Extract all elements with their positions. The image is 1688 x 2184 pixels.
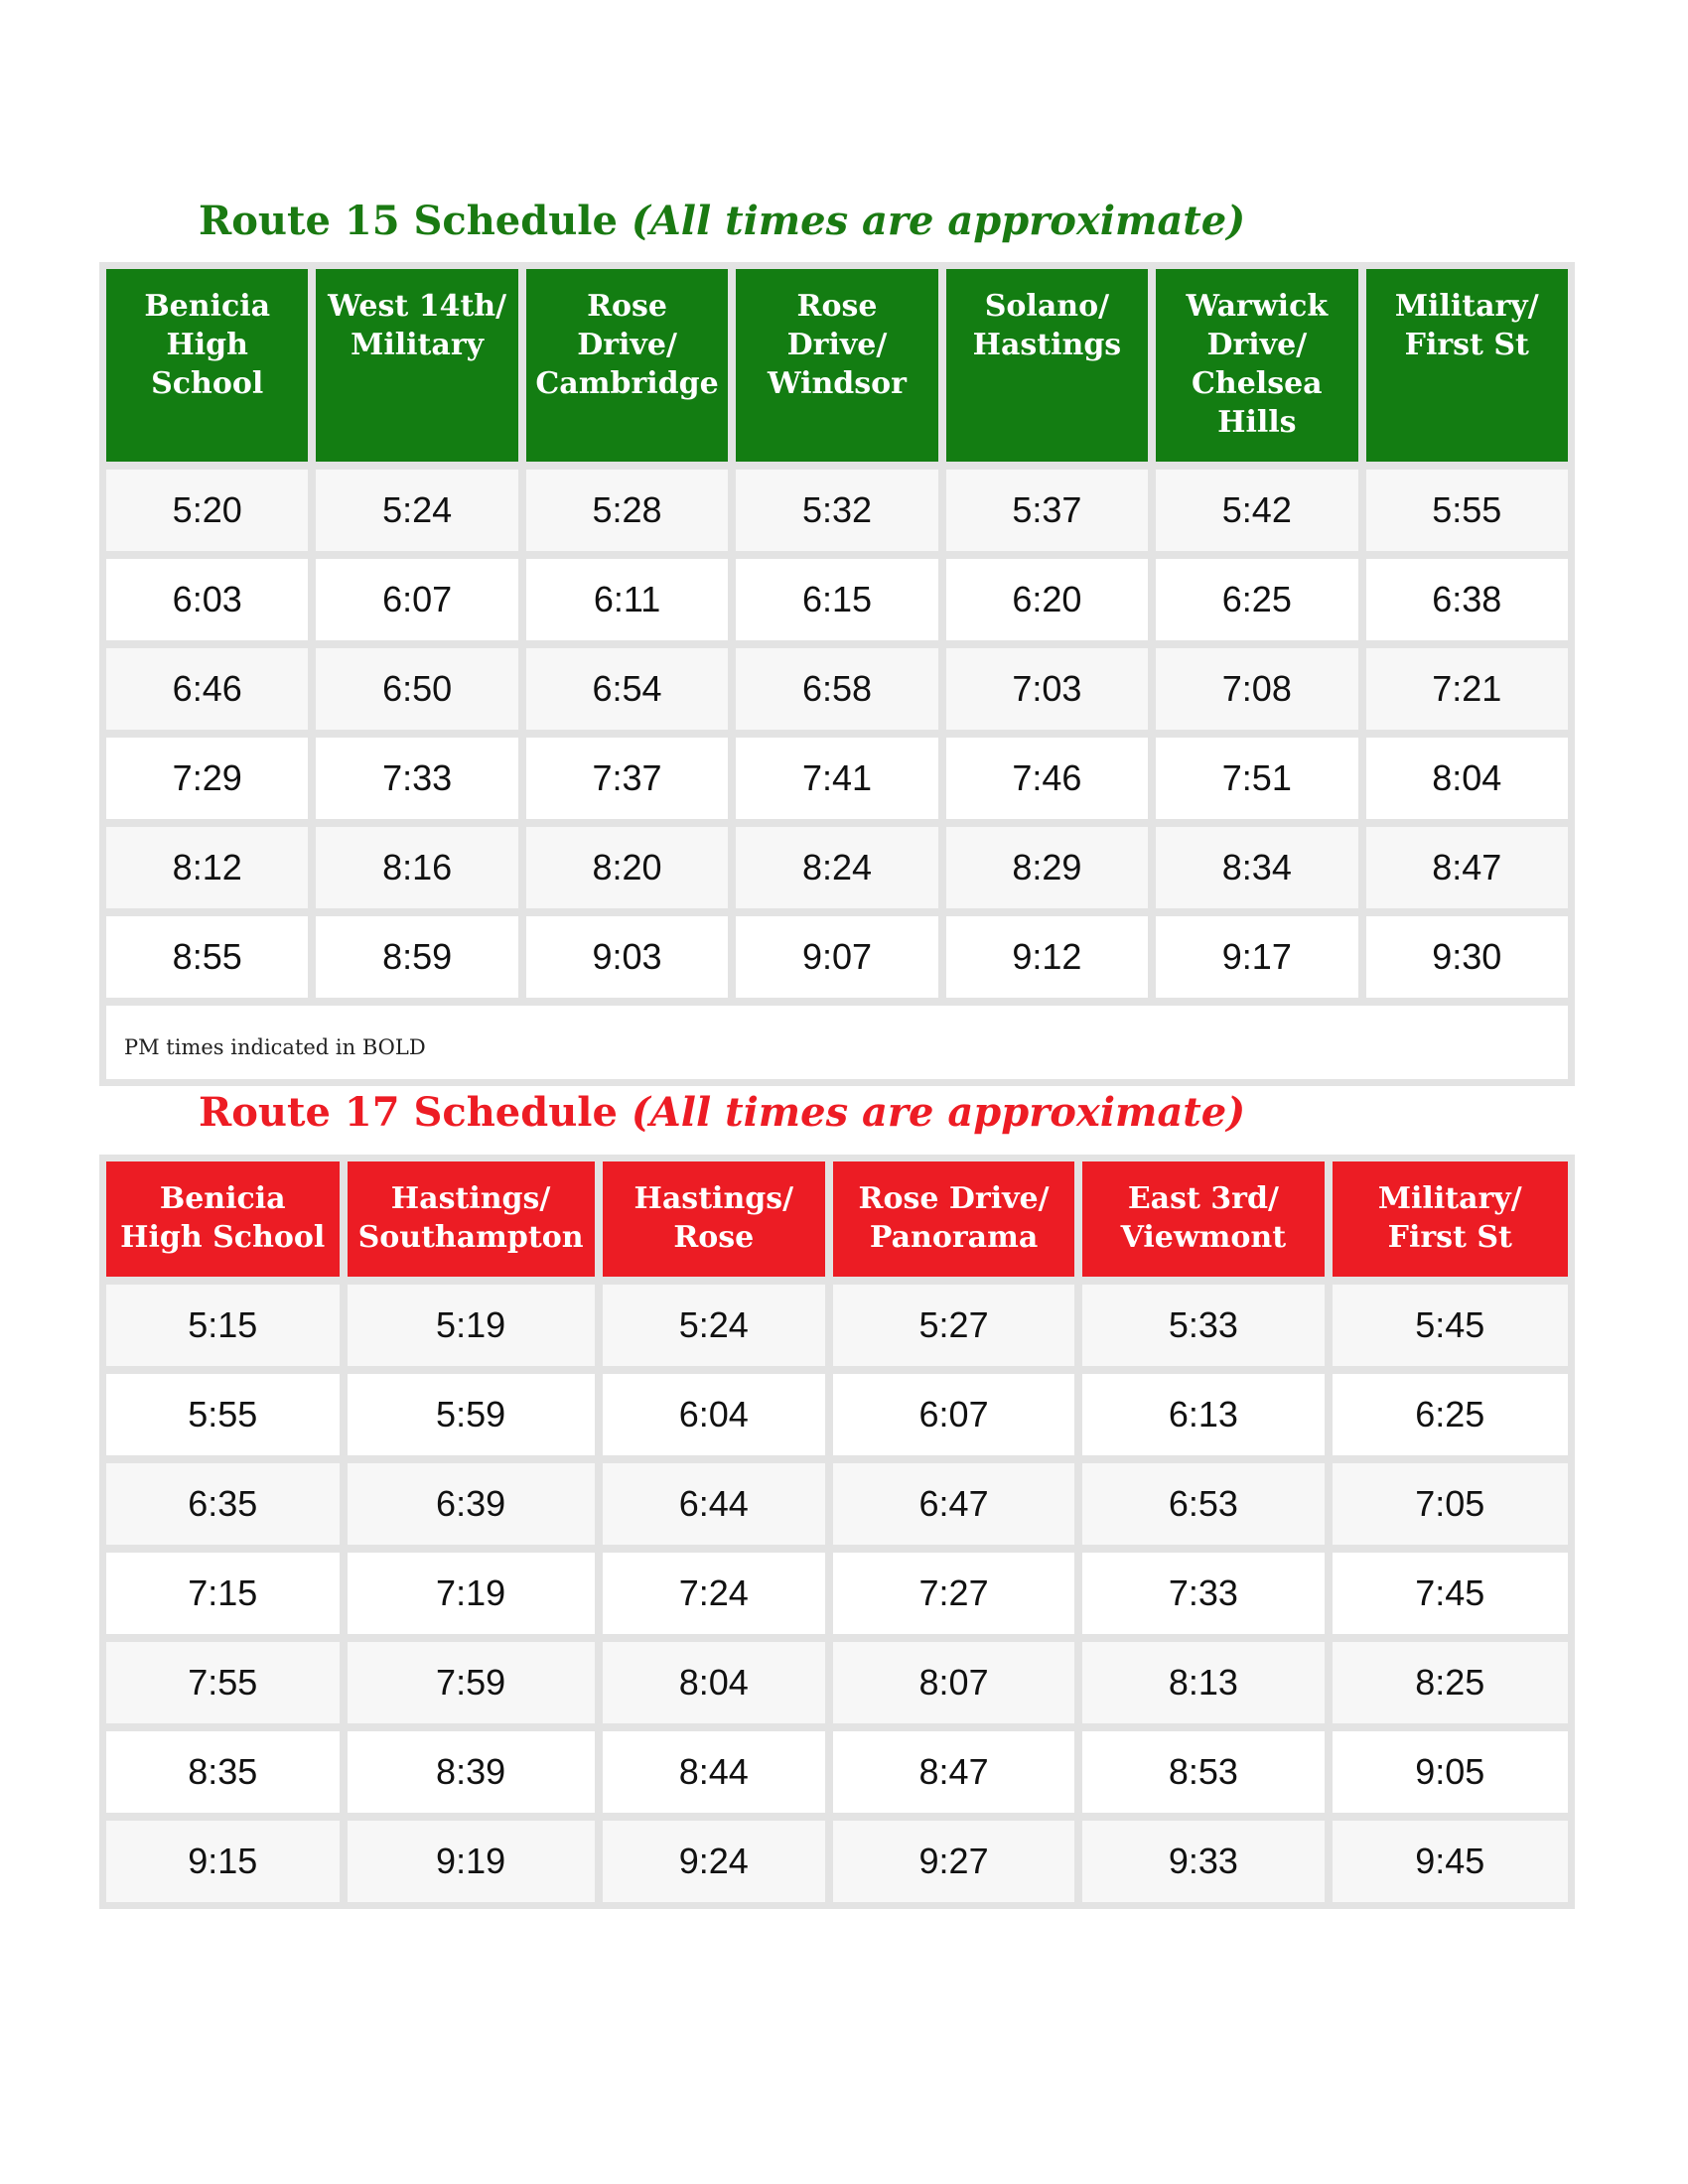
route-15-title-note: (All times are approximate) [631, 198, 1246, 244]
time-cell: 8:04 [603, 1642, 825, 1723]
time-cell: 5:20 [106, 470, 308, 551]
time-cell: 6:07 [833, 1374, 1074, 1455]
time-cell: 8:39 [348, 1731, 595, 1813]
column-header: Rose Drive/ Panorama [833, 1161, 1074, 1277]
table-row [106, 1463, 1568, 1545]
pm-footnote: PM times indicated in BOLD [106, 1006, 1568, 1079]
route-15-header-row [106, 269, 1568, 462]
time-cell: 8:29 [946, 827, 1148, 908]
time-cell: 5:19 [348, 1285, 595, 1366]
time-cell: 5:15 [106, 1285, 340, 1366]
time-cell: 6:03 [106, 559, 308, 640]
time-cell: 6:25 [1333, 1374, 1568, 1455]
time-cell: 6:44 [603, 1463, 825, 1545]
column-header: Military/ First St [1333, 1161, 1568, 1277]
time-cell: 7:33 [1082, 1553, 1324, 1634]
time-cell: 5:27 [833, 1285, 1074, 1366]
time-cell: 7:33 [316, 738, 517, 819]
table-row [106, 827, 1568, 908]
time-cell: 7:51 [1156, 738, 1357, 819]
route-17-title-note: (All times are approximate) [631, 1089, 1246, 1136]
time-cell: 9:15 [106, 1821, 340, 1902]
time-cell: 8:44 [603, 1731, 825, 1813]
time-cell: 6:46 [106, 648, 308, 730]
time-cell: 7:05 [1333, 1463, 1568, 1545]
time-cell: 9:12 [946, 916, 1148, 998]
time-cell: 5:24 [316, 470, 517, 551]
time-cell: 8:34 [1156, 827, 1357, 908]
time-cell: 5:42 [1156, 470, 1357, 551]
table-row [106, 738, 1568, 819]
column-header: Rose Drive/ Windsor [736, 269, 937, 462]
time-cell: 9:33 [1082, 1821, 1324, 1902]
time-cell: 7:59 [348, 1642, 595, 1723]
column-header: East 3rd/ Viewmont [1082, 1161, 1324, 1277]
time-cell: 9:45 [1333, 1821, 1568, 1902]
time-cell: 8:55 [106, 916, 308, 998]
route-15-table-frame [99, 262, 1575, 1086]
column-header: Benicia High School [106, 269, 308, 462]
time-cell: 5:28 [526, 470, 728, 551]
footnote-row [106, 1006, 1568, 1079]
table-row [106, 559, 1568, 640]
time-cell: 7:27 [833, 1553, 1074, 1634]
time-cell: 6:07 [316, 559, 517, 640]
route-17-schedule-table [98, 1154, 1576, 1910]
time-cell: 6:47 [833, 1463, 1074, 1545]
time-cell: 7:45 [1333, 1553, 1568, 1634]
table-row [106, 1553, 1568, 1634]
column-header: Hastings/ Southampton [348, 1161, 595, 1277]
time-cell: 7:46 [946, 738, 1148, 819]
time-cell: 6:38 [1366, 559, 1568, 640]
table-row [106, 1821, 1568, 1902]
time-cell: 5:32 [736, 470, 937, 551]
time-cell: 8:12 [106, 827, 308, 908]
column-header: Warwick Drive/ Chelsea Hills [1156, 269, 1357, 462]
time-cell: 6:25 [1156, 559, 1357, 640]
time-cell: 6:39 [348, 1463, 595, 1545]
table-row [106, 1642, 1568, 1723]
time-cell: 6:15 [736, 559, 937, 640]
time-cell: 7:41 [736, 738, 937, 819]
table-row [106, 1731, 1568, 1813]
time-cell: 6:13 [1082, 1374, 1324, 1455]
time-cell: 5:33 [1082, 1285, 1324, 1366]
table-row [106, 648, 1568, 730]
time-cell: 5:59 [348, 1374, 595, 1455]
time-cell: 7:24 [603, 1553, 825, 1634]
time-cell: 9:03 [526, 916, 728, 998]
time-cell: 6:35 [106, 1463, 340, 1545]
time-cell: 8:24 [736, 827, 937, 908]
time-cell: 8:25 [1333, 1642, 1568, 1723]
time-cell: 7:37 [526, 738, 728, 819]
time-cell: 8:20 [526, 827, 728, 908]
time-cell: 9:17 [1156, 916, 1357, 998]
time-cell: 6:53 [1082, 1463, 1324, 1545]
time-cell: 9:19 [348, 1821, 595, 1902]
time-cell: 8:04 [1366, 738, 1568, 819]
time-cell: 8:16 [316, 827, 517, 908]
time-cell: 5:24 [603, 1285, 825, 1366]
route-17-table-frame [99, 1155, 1575, 1909]
time-cell: 7:21 [1366, 648, 1568, 730]
time-cell: 6:11 [526, 559, 728, 640]
table-row [106, 470, 1568, 551]
time-cell: 8:35 [106, 1731, 340, 1813]
column-header: Solano/ Hastings [946, 269, 1148, 462]
time-cell: 6:04 [603, 1374, 825, 1455]
time-cell: 9:30 [1366, 916, 1568, 998]
table-row [106, 916, 1568, 998]
time-cell: 8:13 [1082, 1642, 1324, 1723]
time-cell: 6:50 [316, 648, 517, 730]
table-row [106, 1374, 1568, 1455]
time-cell: 5:37 [946, 470, 1148, 551]
time-cell: 7:08 [1156, 648, 1357, 730]
time-cell: 6:58 [736, 648, 937, 730]
time-cell: 5:55 [106, 1374, 340, 1455]
time-cell: 7:03 [946, 648, 1148, 730]
table-row [106, 1285, 1568, 1366]
time-cell: 8:47 [833, 1731, 1074, 1813]
time-cell: 7:15 [106, 1553, 340, 1634]
time-cell: 5:55 [1366, 470, 1568, 551]
time-cell: 6:54 [526, 648, 728, 730]
column-header: Rose Drive/ Cambridge [526, 269, 728, 462]
route-17-header-row [106, 1161, 1568, 1277]
time-cell: 9:07 [736, 916, 937, 998]
time-cell: 9:05 [1333, 1731, 1568, 1813]
route-15-schedule-table [98, 261, 1576, 1087]
route-15-title [199, 197, 1245, 246]
time-cell: 7:29 [106, 738, 308, 819]
time-cell: 8:59 [316, 916, 517, 998]
time-cell: 7:55 [106, 1642, 340, 1723]
time-cell: 8:47 [1366, 827, 1568, 908]
route-17-title-main: Route 17 Schedule [199, 1089, 632, 1136]
time-cell: 8:07 [833, 1642, 1074, 1723]
time-cell: 9:27 [833, 1821, 1074, 1902]
time-cell: 8:53 [1082, 1731, 1324, 1813]
column-header: Benicia High School [106, 1161, 340, 1277]
column-header: Hastings/ Rose [603, 1161, 825, 1277]
time-cell: 6:20 [946, 559, 1148, 640]
time-cell: 7:19 [348, 1553, 595, 1634]
column-header: West 14th/ Military [316, 269, 517, 462]
time-cell: 9:24 [603, 1821, 825, 1902]
time-cell: 5:45 [1333, 1285, 1568, 1366]
column-header: Military/ First St [1366, 269, 1568, 462]
route-15-title-main: Route 15 Schedule [199, 198, 632, 244]
route-17-title [199, 1088, 1245, 1138]
